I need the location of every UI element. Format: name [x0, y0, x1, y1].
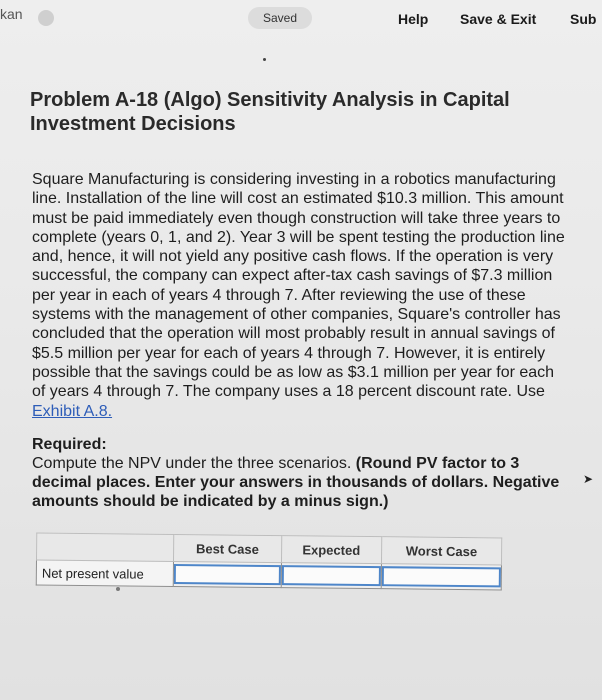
brand-logo-icon: [38, 10, 54, 26]
expected-input[interactable]: [281, 565, 380, 586]
required-section: [32, 435, 577, 511]
npv-row-label: Net present value: [36, 560, 173, 586]
problem-line-2: line. Installation of the line will cost an estimated $10.3 million. This amount: [32, 190, 564, 208]
decorative-dot: [116, 587, 120, 591]
page-marker-dot: [263, 58, 266, 61]
problem-line-11: possible that the savings could be as low as $3.1 million per year for each: [32, 363, 555, 381]
problem-line-5: and, hence, it will not yield any positive cash flows. If the operation is very: [32, 248, 554, 266]
worst-case-header: Worst Case: [381, 537, 502, 565]
top-toolbar: [0, 0, 602, 40]
problem-line-1: Square Manufacturing is considering investing in a robotics manufacturing: [32, 171, 556, 188]
blank-header-cell: [37, 533, 174, 561]
problem-title: Problem A-18 (Algo) Sensitivity Analysis in Capital Investment Decisions: [30, 89, 510, 135]
best-case-cell: [173, 561, 281, 587]
problem-line-12: of years 4 through 7. The company uses a 18 percent discount rate. Use: [32, 383, 545, 401]
best-case-header: Best Case: [173, 535, 281, 563]
required-text: Compute the NPV under the three scenarios.: [32, 455, 352, 472]
brand-text: kan: [0, 6, 23, 22]
saved-status-badge: Saved: [248, 7, 312, 29]
exhibit-link[interactable]: Exhibit A.8.: [32, 402, 113, 420]
problem-line-9: concluded that the operation will most probably result in annual savings of: [32, 325, 555, 343]
npv-table: [36, 533, 503, 591]
submit-button[interactable]: Sub: [570, 11, 597, 27]
expected-cell: [281, 563, 381, 589]
required-instructions: (Round PV factor to 3 decimal places. Enter your answers in thousands of dollars. Negative amounts should be indicated by a minus sign.): [32, 455, 560, 510]
worst-case-input[interactable]: [381, 566, 500, 587]
problem-line-4: complete (years 0, 1, and 2). Year 3 will be spent testing the production line: [32, 228, 565, 246]
worst-case-cell: [381, 564, 502, 590]
help-button[interactable]: Help: [398, 11, 429, 27]
expected-header: Expected: [281, 536, 381, 564]
problem-line-10: $5.5 million per year for each of years 4 through 7. However, it is entirely: [32, 344, 546, 362]
problem-line-3: must be paid immediately even though construction will take three years to: [32, 209, 561, 227]
mouse-cursor-icon: ➤: [583, 472, 594, 486]
problem-line-7: per year in each of years 4 through 7. After reviewing the use of these: [32, 286, 526, 304]
problem-line-6: successful, the company can expect after-tax cash savings of $7.3 million: [32, 267, 553, 285]
npv-row: [36, 560, 501, 590]
required-label: Required:: [32, 436, 107, 453]
problem-line-8: systems with the management of other companies, Square's controller has: [32, 306, 561, 324]
best-case-input[interactable]: [174, 564, 281, 585]
save-exit-button[interactable]: Save & Exit: [460, 11, 537, 27]
problem-description: [32, 170, 602, 421]
